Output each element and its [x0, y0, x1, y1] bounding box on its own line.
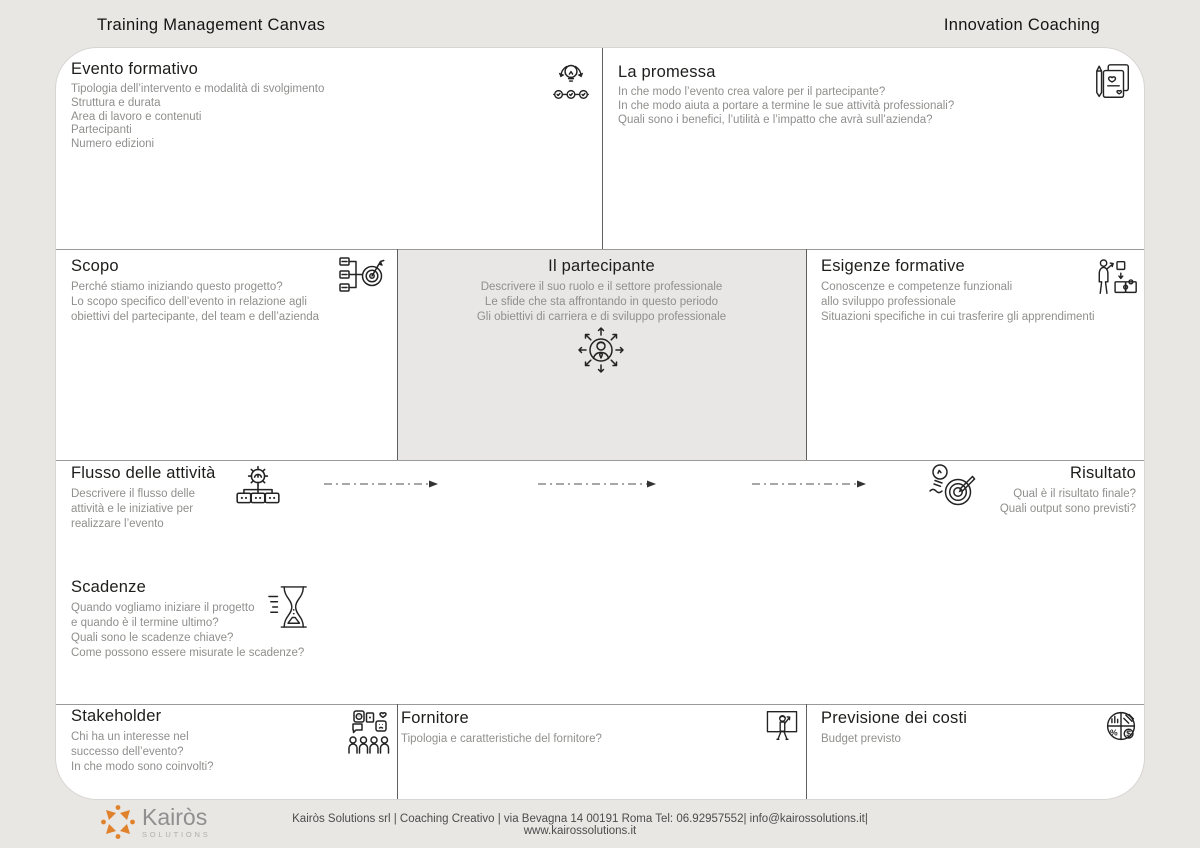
cell-line: Quali output sono previsti? — [999, 503, 1136, 515]
cell-line: Come possono essere misurate le scadenze? — [71, 647, 305, 659]
divider — [56, 460, 1144, 461]
cell-line: In che modo l’evento crea valore per il partecipante? — [618, 86, 886, 98]
gear-hierarchy-icon — [233, 464, 283, 510]
objectives-target-icon — [338, 254, 386, 298]
cell-line: Descrivere il suo ruolo e il settore professionale — [480, 281, 723, 293]
cell-esigenze-formative — [821, 257, 1121, 325]
presenter-board-icon — [762, 707, 802, 749]
cell-title: Risultato — [1070, 464, 1136, 482]
cell-title: Stakeholder — [71, 707, 162, 725]
cell-evento-formativo — [71, 60, 501, 152]
kairos-logo-icon — [100, 804, 136, 840]
cell-line: In che modo aiuta a portare a termine le sue attività professionali? — [618, 99, 955, 112]
cell-line: Numero edizioni — [71, 138, 155, 151]
cell-title: Previsione dei costi — [821, 709, 968, 727]
logo-subtitle: SOLUTIONS — [142, 829, 211, 839]
divider — [56, 249, 1144, 250]
brand-title: Innovation Coaching — [943, 16, 1100, 34]
cell-line: Area di lavoro e contenuti — [71, 110, 202, 123]
promise-cards-icon — [1092, 61, 1134, 103]
people-feedback-icon — [346, 709, 392, 755]
canvas-board — [55, 47, 1145, 800]
cell-previsione-costi — [821, 709, 1111, 747]
cell-line: Quali sono le scadenze chiave? — [71, 632, 234, 644]
logo-name: Kairòs — [142, 803, 208, 830]
cell-line: Partecipanti — [71, 124, 132, 137]
budget-pie-icon — [1100, 705, 1142, 747]
cell-title: Flusso delle attività — [71, 464, 216, 482]
person-puzzle-icon — [1094, 255, 1140, 301]
cell-line: Gli obiettivi di carriera e di sviluppo professionale — [476, 311, 727, 323]
cell-stakeholder — [71, 707, 321, 775]
cell-line: Qual è il risultato finale? — [1013, 488, 1136, 500]
divider — [397, 704, 398, 800]
cell-line: Tipologia e caratteristiche del fornitore? — [401, 733, 602, 745]
cell-flusso-attivita — [71, 464, 246, 532]
cell-line: Descrivere il flusso delle — [71, 488, 195, 500]
cell-line: realizzare l’evento — [71, 518, 164, 530]
cell-line: In che modo sono coinvolti? — [71, 761, 214, 773]
percent-glyph: % — [1110, 727, 1118, 738]
cell-title: La promessa — [618, 63, 716, 81]
divider — [806, 249, 807, 460]
cell-line: successo dell’evento? — [71, 746, 184, 758]
flow-arrow-icon — [538, 479, 656, 489]
cell-line: Quali sono i benefici, l’utilità e l’impatto che avrà sull’azienda? — [618, 113, 933, 126]
page-title: Training Management Canvas — [97, 16, 326, 34]
footer-contact-line: Kairòs Solutions srl | Coaching Creativo | via Bevagna 14 00191 Roma Tel: 06.92957552| info@kairossolutions.it| www.kairossolutions.it — [292, 813, 868, 837]
idea-target-icon — [926, 460, 978, 512]
cell-line: Situazioni specifiche in cui trasferire gli apprendimenti — [821, 311, 1095, 323]
cell-line: obiettivi del partecipante, del team e dell’azienda — [71, 311, 320, 323]
divider — [602, 48, 603, 249]
cell-title: Fornitore — [401, 709, 469, 727]
cell-line: attività e le iniziative per — [71, 503, 194, 515]
cell-scopo — [71, 257, 343, 325]
cell-line: Conoscenze e competenze funzionali — [821, 281, 1013, 293]
flow-arrow-icon — [324, 479, 438, 489]
cell-la-promessa — [618, 63, 1058, 127]
cell-title: Esigenze formative — [821, 257, 965, 275]
cell-title: Scopo — [71, 257, 119, 275]
cell-line: Quando vogliamo iniziare il progetto — [71, 602, 255, 614]
person-arrows-icon — [573, 322, 629, 378]
cell-title: Scadenze — [71, 578, 146, 596]
cell-line: Lo scopo specifico dell’evento in relazione agli — [71, 296, 307, 308]
cell-line: Tipologia dell’intervento e modalità di svolgimento — [71, 83, 325, 95]
cell-title: Il partecipante — [548, 257, 655, 275]
divider — [806, 704, 807, 800]
cell-line: Perché stiamo iniziando questo progetto? — [71, 281, 283, 293]
cell-fornitore — [401, 709, 731, 747]
dollar-glyph: $ — [1126, 728, 1132, 739]
cell-line: Chi ha un interesse nel — [71, 731, 189, 743]
cell-risultato — [846, 464, 1136, 517]
cell-line: allo sviluppo professionale — [821, 296, 956, 308]
idea-process-icon — [548, 59, 594, 105]
hourglass-speed-icon — [267, 584, 309, 630]
cell-line: Struttura e durata — [71, 96, 161, 109]
cell-line: Budget previsto — [821, 733, 901, 745]
cell-line: e quando è il termine ultimo? — [71, 617, 219, 629]
cell-il-partecipante — [397, 257, 806, 325]
divider — [56, 704, 1144, 705]
cell-line: Le sfide che sta affrontando in questo periodo — [484, 296, 719, 308]
cell-title: Evento formativo — [71, 60, 199, 78]
kairos-logo — [100, 804, 211, 840]
